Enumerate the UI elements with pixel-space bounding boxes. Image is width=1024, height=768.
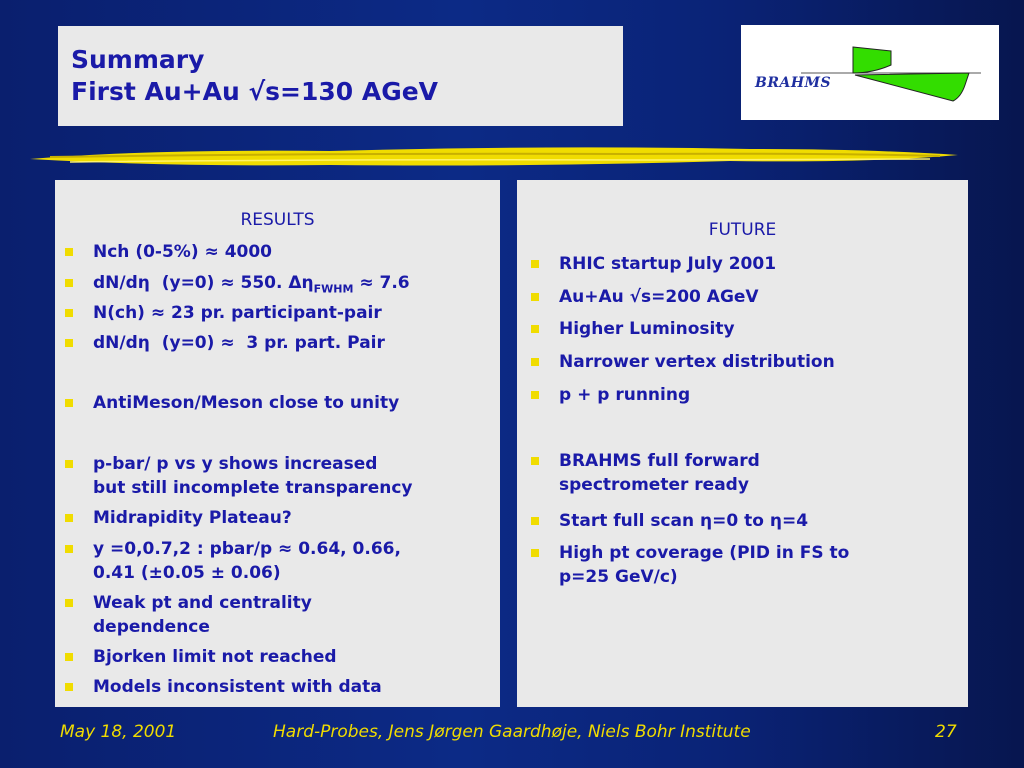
bullet-square-icon xyxy=(65,683,73,691)
title-line-2: First Au+Au √s=130 AGeV xyxy=(71,77,439,106)
footer-page-number: 27 xyxy=(935,722,957,742)
bullet-square-icon xyxy=(65,399,73,407)
future-item: BRAHMS full forward spectrometer ready xyxy=(531,449,760,497)
bullet-square-icon xyxy=(65,545,73,553)
future-item: High pt coverage (PID in FS to p=25 GeV/c) xyxy=(531,541,849,589)
bullet-square-icon xyxy=(65,653,73,661)
results-item: Weak pt and centrality dependence xyxy=(65,591,312,639)
yellow-brush-divider xyxy=(30,137,960,177)
brahms-logo-graphic xyxy=(741,25,999,120)
future-item: Au+Au √s=200 AGeV xyxy=(531,285,759,309)
bullet-square-icon xyxy=(65,309,73,317)
bullet-square-icon xyxy=(531,549,539,557)
bullet-square-icon xyxy=(531,260,539,268)
results-heading: RESULTS xyxy=(240,210,315,230)
bullet-square-icon xyxy=(65,279,73,287)
bullet-square-icon xyxy=(65,460,73,468)
bullet-square-icon xyxy=(531,391,539,399)
results-item: AntiMeson/Meson close to unity xyxy=(65,391,399,415)
results-item: p-bar/ p vs y shows increased but still incomplete transparency xyxy=(65,452,412,500)
results-item: y =0,0.7,2 : pbar/p ≈ 0.64, 0.66, 0.41 (±0.05 ± 0.06) xyxy=(65,537,401,585)
results-item: Models inconsistent with data xyxy=(65,675,382,699)
future-heading: FUTURE xyxy=(708,220,777,240)
title-box xyxy=(58,26,623,126)
bullet-square-icon xyxy=(531,325,539,333)
logo-text: BRAHMS xyxy=(755,75,832,91)
future-item: Narrower vertex distribution xyxy=(531,350,835,374)
title-line-1: Summary xyxy=(71,45,205,74)
bullet-square-icon xyxy=(531,358,539,366)
results-item: dN/dη (y=0) ≈ 3 pr. part. Pair xyxy=(65,331,385,355)
bullet-square-icon xyxy=(531,293,539,301)
footer-date: May 18, 2001 xyxy=(60,722,177,742)
footer-presenter: Hard-Probes, Jens Jørgen Gaardhøje, Niels Bohr Institute xyxy=(273,722,751,742)
bullet-square-icon xyxy=(65,248,73,256)
bullet-square-icon xyxy=(65,599,73,607)
future-item: p + p running xyxy=(531,383,690,407)
results-item: Midrapidity Plateau? xyxy=(65,506,292,530)
future-item: RHIC startup July 2001 xyxy=(531,252,776,276)
bullet-square-icon xyxy=(65,514,73,522)
results-item: N(ch) ≈ 23 pr. participant-pair xyxy=(65,301,382,325)
bullet-square-icon xyxy=(531,517,539,525)
future-item: Higher Luminosity xyxy=(531,317,735,341)
results-panel xyxy=(55,180,500,707)
brahms-logo xyxy=(741,25,999,120)
bullet-square-icon xyxy=(65,339,73,347)
future-panel xyxy=(517,180,968,707)
results-item: dN/dη (y=0) ≈ 550. $\Delta\eta_{FWHM} \approx 7.6$ xyxy=(65,271,410,301)
bullet-square-icon xyxy=(531,457,539,465)
future-item: Start full scan η=0 to η=4 xyxy=(531,509,808,533)
results-item: Nch (0-5%) ≈ 4000 xyxy=(65,240,272,264)
results-item: Bjorken limit not reached xyxy=(65,645,337,669)
